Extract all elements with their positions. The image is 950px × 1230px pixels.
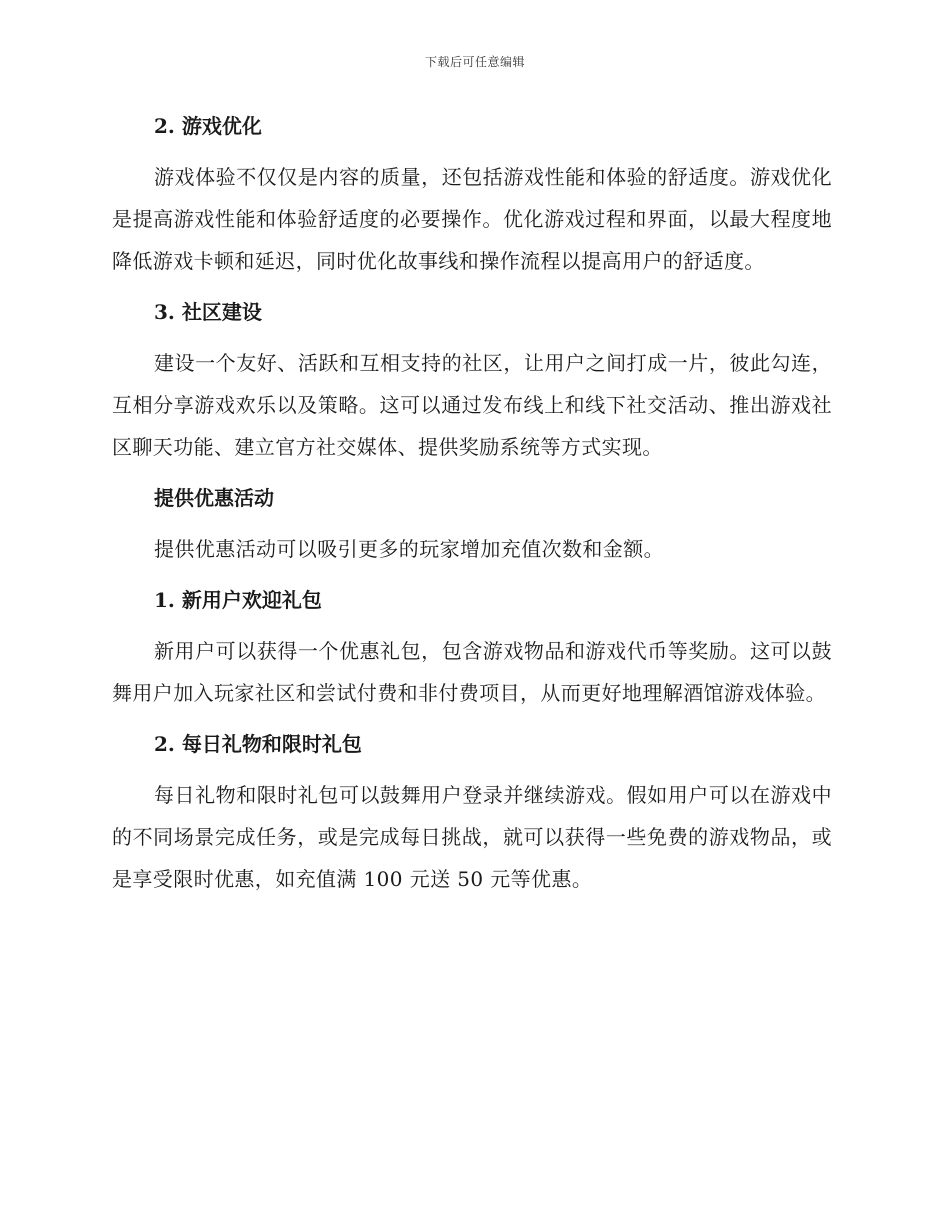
section-heading-welcome-pack: 1. 新用户欢迎礼包 — [154, 588, 322, 612]
section-paragraph-community: 建设一个友好、活跃和互相支持的社区，让用户之间打成一片，彼此勾连，互相分享游戏欢乐以及策略。这可以通过发布线上和线下社交活动、推出游戏社区聊天功能、建立官方社交媒体、提供奖励系统等方式实现。 — [112, 351, 832, 459]
section-paragraph-game-optimization: 游戏体验不仅仅是内容的质量，还包括游戏性能和体验的舒适度。游戏优化是提高游戏性能和体验舒适度的必要操作。优化游戏过程和界面，以最大程度地降低游戏卡顿和延迟，同时优化故事线和操作流程以提高用户的舒适度。 — [112, 165, 832, 273]
section-paragraph-promotions: 提供优惠活动可以吸引更多的玩家增加充值次数和金额。 — [154, 537, 664, 561]
document-body — [112, 108, 832, 900]
section-heading-game-optimization: 2. 游戏优化 — [154, 114, 262, 138]
section-paragraph-welcome-pack: 新用户可以获得一个优惠礼包，包含游戏物品和游戏代币等奖励。这可以鼓舞用户加入玩家社区和尝试付费和非付费项目，从而更好地理解酒馆游戏体验。 — [112, 639, 832, 705]
section-heading-promotions: 提供优惠活动 — [154, 486, 274, 510]
section-heading-community: 3. 社区建设 — [154, 300, 262, 324]
section-paragraph-daily-gifts: 每日礼物和限时礼包可以鼓舞用户登录并继续游戏。假如用户可以在游戏中的不同场景完成任务，或是完成每日挑战，就可以获得一些免费的游戏物品，或是享受限时优惠，如充值满 100 元送 50 元等优惠。 — [112, 783, 832, 891]
section-heading-daily-gifts: 2. 每日礼物和限时礼包 — [154, 732, 362, 756]
page-header: 下载后可任意编辑 — [424, 55, 525, 69]
